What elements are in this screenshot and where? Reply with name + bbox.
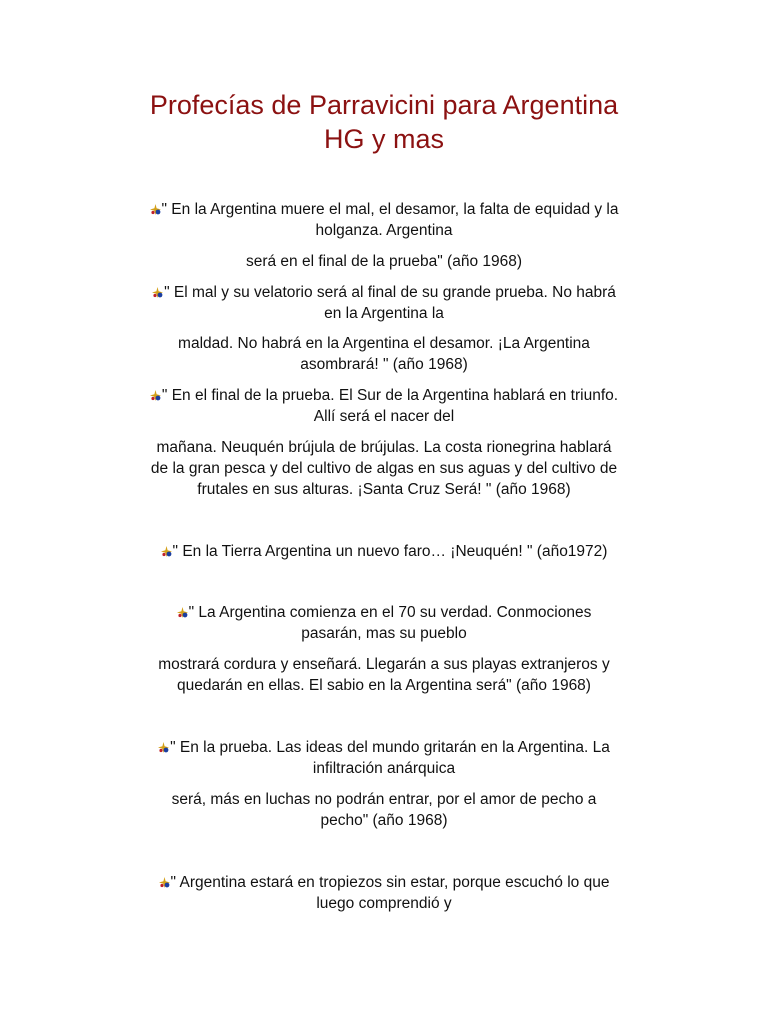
quote-4-text: " En la Tierra Argentina un nuevo faro… ¡Neuquén! " (año1972) (172, 543, 608, 560)
quote-3-continuation-line-1: mañana. Neuquén brújula de brújulas. La costa rionegrina hablará (156, 439, 612, 456)
star-bullet-icon (161, 546, 172, 557)
quote-2-line-1: " El mal y su velatorio será al final de su grande prueba. No habrá (164, 284, 616, 301)
quote-1 (100, 199, 668, 241)
quote-5 (100, 602, 668, 644)
star-bullet-icon (159, 877, 170, 888)
quote-3-continuation-line-3: frutales en sus alturas. ¡Santa Cruz Será! " (año 1968) (197, 481, 571, 498)
quote-7-line-2: luego comprendió y (316, 895, 452, 912)
star-bullet-icon (150, 390, 161, 401)
quote-6-line-2: infiltración anárquica (312, 760, 456, 777)
quote-1-continuation (100, 251, 668, 272)
quote-1-line-2: holganza. Argentina (315, 222, 453, 239)
quote-3-continuation (100, 437, 668, 500)
quote-3-line-2: Allí será el nacer del (313, 408, 455, 425)
quote-7-line-1: " Argentina estará en tropiezos sin estar, porque escuchó lo que (170, 874, 610, 891)
quote-3 (100, 385, 668, 427)
quote-5-continuation (100, 654, 668, 696)
quote-1-continuation-text: será en el final de la prueba" (año 1968) (245, 253, 523, 270)
document-title (60, 88, 708, 156)
quote-1-line-1: " En la Argentina muere el mal, el desamor, la falta de equidad y la (161, 201, 619, 218)
quote-5-continuation-line-1: mostrará cordura y enseñará. Llegarán a sus playas extranjeros y (158, 656, 610, 673)
quote-6 (100, 737, 668, 779)
quote-6-line-1: " En la prueba. Las ideas del mundo gritarán en la Argentina. La (170, 739, 610, 756)
quote-6-continuation (100, 789, 668, 831)
quote-2-continuation-line-1: maldad. No habrá en la Argentina el desamor. ¡La Argentina (178, 335, 590, 352)
quote-5-continuation-line-2: quedarán en ellas. El sabio en la Argentina será" (año 1968) (177, 677, 591, 694)
quote-7 (100, 872, 668, 914)
title-line-1: Profecías de Parravicini para Argentina (149, 90, 619, 120)
quote-6-continuation-line-2: pecho" (año 1968) (320, 812, 448, 829)
quote-6-continuation-line-1: será, más en luchas no podrán entrar, por el amor de pecho a (171, 791, 597, 808)
quote-3-continuation-line-2: de la gran pesca y del cultivo de algas en sus aguas y del cultivo de (150, 460, 618, 477)
quote-2-line-2: en la Argentina la (324, 305, 444, 322)
title-line-2: HG y mas (323, 124, 444, 154)
quote-5-line-2: pasarán, mas su pueblo (301, 625, 467, 642)
star-bullet-icon (150, 204, 161, 215)
star-bullet-icon (158, 742, 169, 753)
quote-2-continuation (100, 333, 668, 375)
quote-2 (100, 282, 668, 324)
quote-2-continuation-line-2: asombrará! " (año 1968) (300, 356, 468, 373)
quote-3-line-1: " En el final de la prueba. El Sur de la Argentina hablará en triunfo. (161, 387, 619, 404)
star-bullet-icon (152, 287, 163, 298)
quote-4 (100, 541, 668, 562)
quote-5-line-1: " La Argentina comienza en el 70 su verdad. Conmociones (188, 604, 592, 621)
star-bullet-icon (177, 607, 188, 618)
